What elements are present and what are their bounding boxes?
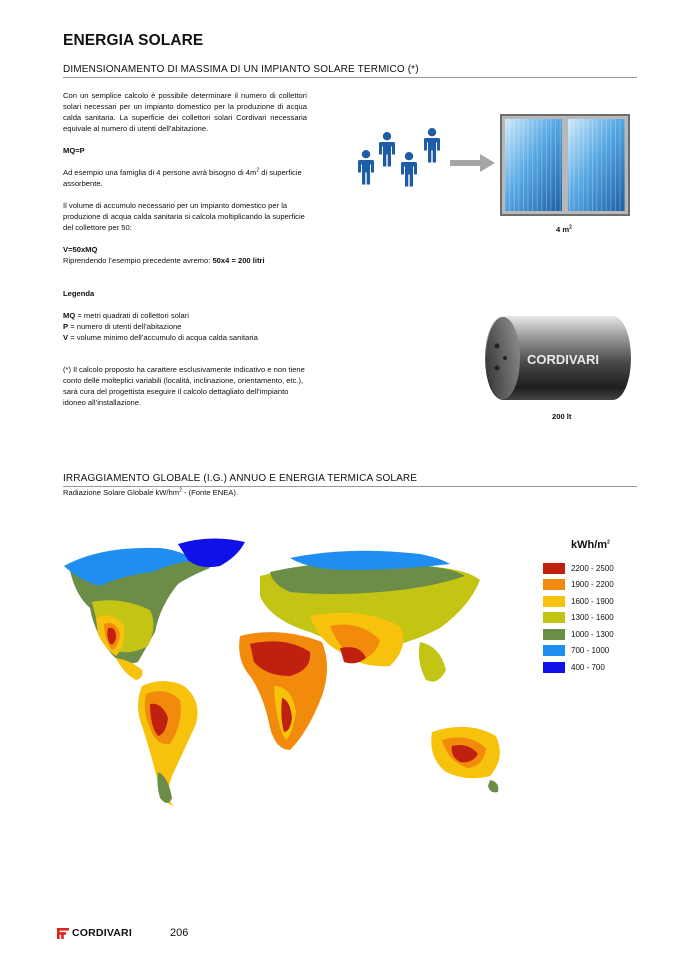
person-icon bbox=[358, 150, 374, 185]
footer-brand bbox=[57, 927, 132, 939]
north-america-region bbox=[64, 548, 210, 680]
arrow-icon bbox=[450, 154, 496, 172]
legend-row: 1600 - 1900 bbox=[543, 593, 614, 610]
legend-row: 1900 - 2200 bbox=[543, 577, 614, 594]
legend-swatch bbox=[543, 645, 565, 656]
solar-collectors-image bbox=[500, 114, 630, 216]
result-value: 50x4 = 200 litri bbox=[212, 256, 265, 265]
world-irradiation-map bbox=[60, 536, 530, 811]
formula-volume-block: V=50xMQ Riprendendo l’esempio precedente avremo: 50x4 = 200 litri bbox=[63, 245, 265, 265]
person-icon bbox=[401, 152, 417, 187]
formula-v: V=50xMQ bbox=[63, 245, 98, 254]
legend-list: MQ = metri quadrati di collettori solari P = numero di utenti dell’abitazione V = volume minimo dell’accumulo di acqua calda sanitaria bbox=[63, 311, 258, 342]
legend-swatch bbox=[543, 579, 565, 590]
tank-caption: 200 lt bbox=[552, 412, 572, 421]
legend-swatch bbox=[543, 596, 565, 607]
map-subtitle: Radiazione Solare Globale $kW/hm^2$ - (Fonte ENEA). bbox=[63, 487, 238, 497]
footer-brand-name: CORDIVARI bbox=[72, 927, 132, 939]
section-heading-irradiation: IRRAGGIAMENTO GLOBALE (I.G.) ANNUO E ENERGIA TERMICA SOLARE bbox=[63, 473, 637, 487]
volume-paragraph: Il volume di accumulo necessario per un impianto domestico per la produzione di acqua calda sanitaria si calcola moltiplicando la superficie del collettore per 50: bbox=[63, 201, 305, 232]
person-icon bbox=[379, 132, 395, 167]
legend-row: 400 - 700 bbox=[543, 659, 614, 676]
legend-row: 1000 - 1300 bbox=[543, 626, 614, 643]
cordivari-logo-icon bbox=[57, 928, 69, 939]
sizing-text-block bbox=[63, 90, 307, 419]
legend-swatch bbox=[543, 563, 565, 574]
page-title: ENERGIA SOLARE bbox=[63, 32, 204, 49]
legend-row: 2200 - 2500 bbox=[543, 560, 614, 577]
people-icon-group bbox=[358, 126, 444, 196]
page-number: 206 bbox=[170, 927, 189, 939]
map-legend-title: kWh/$m^2$ bbox=[571, 539, 610, 551]
legend-swatch bbox=[543, 612, 565, 623]
south-america-region bbox=[138, 681, 198, 806]
legend-swatch bbox=[543, 629, 565, 640]
legend-row: 1300 - 1600 bbox=[543, 610, 614, 627]
tank-brand-label: CORDIVARI bbox=[527, 352, 599, 367]
legend-title: Legenda bbox=[63, 289, 95, 298]
map-legend bbox=[543, 560, 614, 676]
storage-tank-image bbox=[483, 312, 633, 404]
australia-region bbox=[431, 727, 500, 793]
intro-paragraph: Con un semplice calcolo è possibile determinare il numero di collettori solari necessari per un impianto domestico per la produzione di acqua calda sanitaria. La superficie dei collettori solari Cordivari necessaria equivale al numero di utenti dell’abitazione. bbox=[63, 91, 307, 133]
legend-row: 700 - 1000 bbox=[543, 643, 614, 660]
formula-mq: MQ=P bbox=[63, 146, 85, 155]
section-heading-sizing: DIMENSIONAMENTO DI MASSIMA DI UN IMPIANTO SOLARE TERMICO (*) bbox=[63, 64, 637, 78]
africa-region bbox=[239, 632, 327, 750]
person-icon bbox=[424, 128, 440, 163]
disclaimer-note: (*) Il calcolo proposto ha carattere esclusivamente indicativo e non tiene conto delle molteplici variabili (località, inclinazione, orientamento, etc.), sarà cura del progettista eseguire il calcolo dettagliato dell’impianto idoneo all’installazione. bbox=[63, 365, 305, 407]
legend-swatch bbox=[543, 662, 565, 673]
collector-caption: 4 $m^2$ bbox=[556, 224, 572, 234]
example-paragraph: Ad esempio una famiglia di 4 persone avrà bisogno di $4m^2$ di superficie assorbente. bbox=[63, 167, 302, 188]
